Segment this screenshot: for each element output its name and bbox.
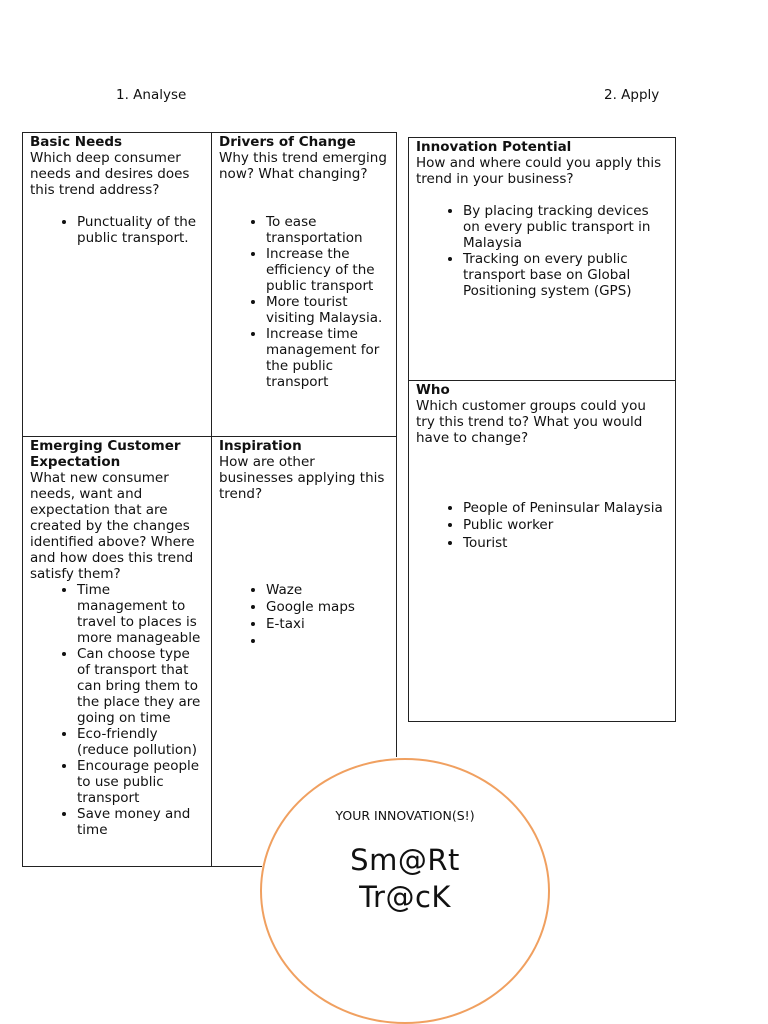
- drivers-title: Drivers of Change: [219, 134, 356, 150]
- innovation-potential-title: Innovation Potential: [416, 139, 572, 155]
- list-item: [266, 633, 389, 649]
- grid-bottom-border: [22, 866, 262, 867]
- list-item: • To ease transportation: [266, 214, 389, 246]
- drivers-list: [219, 214, 389, 390]
- list-item: • By placing tracking devices on every public transport in Malaysia: [463, 203, 668, 251]
- drivers-question: Why this trend emerging now? What changing?: [219, 150, 387, 182]
- inspiration-title: Inspiration: [219, 438, 302, 454]
- basic-needs-list: [30, 214, 204, 246]
- list-item: • Save money and time: [77, 806, 204, 838]
- who-question: Which customer groups could you try this trend to? What you would have to change?: [416, 398, 646, 446]
- inspiration-list: [219, 582, 389, 649]
- basic-needs-question: Which deep consumer needs and desires does this trend address?: [30, 150, 190, 198]
- basic-needs-title: Basic Needs: [30, 134, 123, 150]
- drivers-cell: [212, 132, 396, 392]
- list-item: • More tourist visiting Malaysia.: [266, 294, 389, 326]
- list-item: • Public worker: [463, 517, 668, 533]
- list-item: • Eco-friendly (reduce pollution): [77, 726, 204, 758]
- list-item: • Encourage people to use public transport: [77, 758, 204, 806]
- basic-needs-cell: [23, 132, 211, 248]
- who-cell: [409, 380, 675, 553]
- emerging-cell: [23, 436, 211, 840]
- emerging-title: Emerging Customer Expectation: [30, 438, 181, 470]
- innovation-name-line1: Sm@Rt: [350, 843, 460, 877]
- inspiration-cell: [212, 436, 396, 651]
- list-item: • Google maps: [266, 599, 389, 615]
- list-item: • Tourist: [463, 535, 668, 551]
- list-item: • Can choose type of transport that can bring them to the place they are going on time: [77, 646, 204, 726]
- list-item: • Waze: [266, 582, 389, 598]
- apply-bottom-border: [408, 721, 676, 722]
- apply-right-border: [675, 137, 676, 722]
- step-apply-heading: 2. Apply: [604, 87, 660, 103]
- innovation-potential-question: How and where could you apply this trend in your business?: [416, 155, 662, 187]
- list-item: • Punctuality of the public transport.: [77, 214, 204, 246]
- emerging-list: [30, 582, 204, 838]
- who-title: Who: [416, 382, 450, 398]
- list-item: • Increase the efficiency of the public transport: [266, 246, 389, 294]
- innovation-potential-cell: [409, 137, 675, 301]
- innovation-name-line2: Tr@cK: [359, 880, 451, 914]
- list-item: • People of Peninsular Malaysia: [463, 500, 668, 516]
- step-analyse-heading: 1. Analyse: [116, 87, 187, 103]
- list-item: • Time management to travel to places is more manageable: [77, 582, 204, 646]
- emerging-question: What new consumer needs, want and expectation that are created by the changes identified above? Where and how does this trend satisfy them?: [30, 470, 195, 582]
- innovation-name: [260, 842, 550, 916]
- innovation-potential-list: [416, 203, 668, 299]
- innovation-label: YOUR INNOVATION(S!): [335, 808, 475, 823]
- who-list: [416, 500, 668, 551]
- inspiration-question: How are other businesses applying this trend?: [219, 454, 385, 502]
- grid-right-border: [396, 132, 397, 757]
- list-item: • E-taxi: [266, 616, 389, 632]
- list-item: • Tracking on every public transport base on Global Positioning system (GPS): [463, 251, 668, 299]
- list-item: • Increase time management for the public transport: [266, 326, 389, 390]
